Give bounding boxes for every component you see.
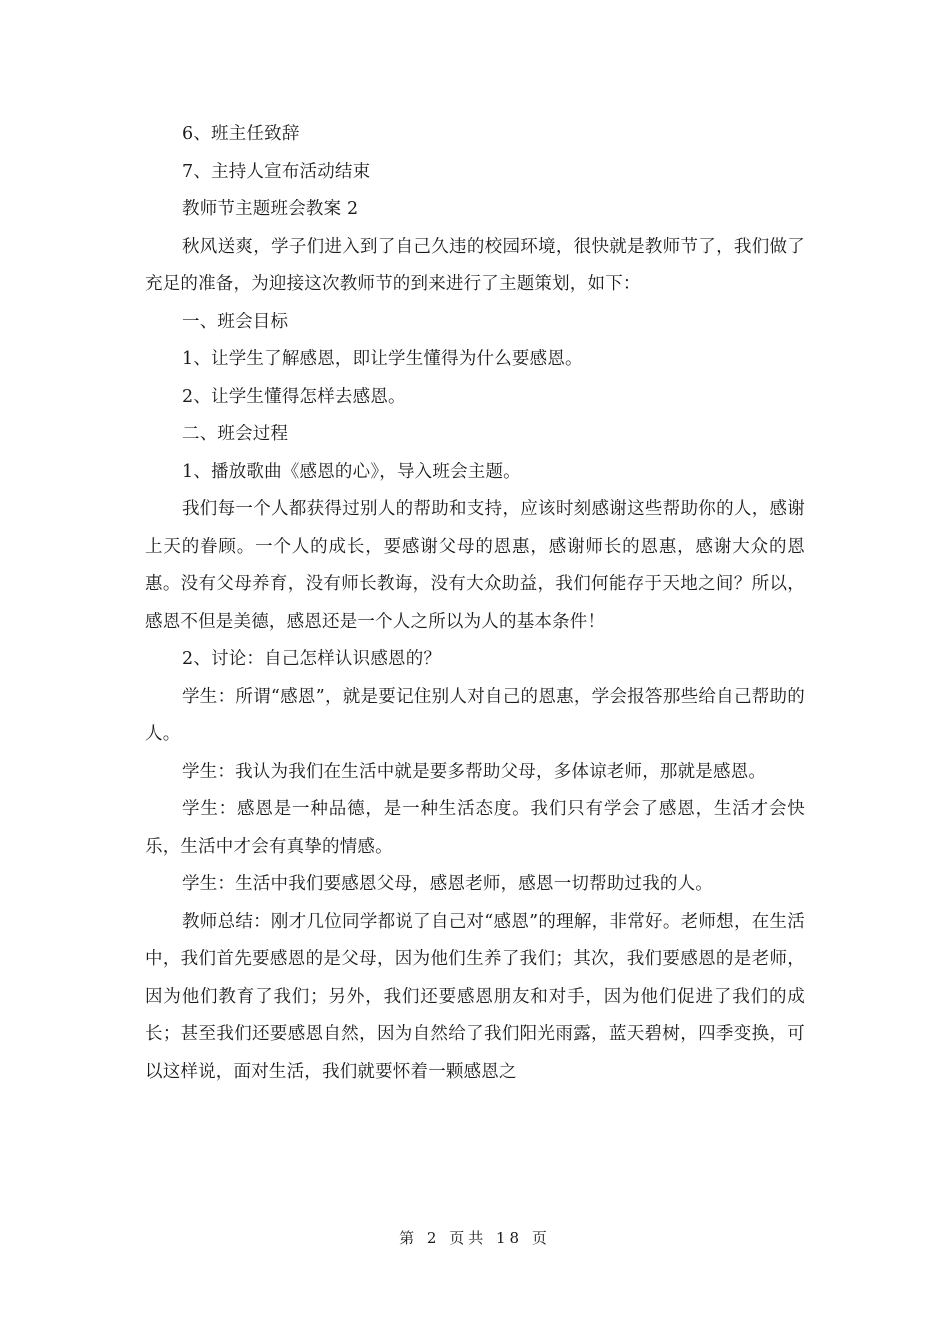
paragraph: 2、讨论：自己怎样认识感恩的？	[182, 649, 442, 669]
footer-label-of: 页共	[449, 1229, 488, 1247]
page-footer	[0, 1226, 950, 1250]
paragraph: 1、播放歌曲《感恩的心》，导入班会主题。	[182, 461, 521, 482]
document-body	[145, 116, 805, 1091]
footer-label-page: 第	[399, 1229, 419, 1247]
paragraph: 学生：生活中我们要感恩父母，感恩老师，感恩一切帮助过我的人。	[182, 874, 713, 894]
footer-total-pages: 18	[496, 1229, 524, 1247]
paragraph: 7、主持人宣布活动结束	[182, 161, 371, 182]
paragraph: 6、班主任致辞	[182, 124, 300, 144]
section-heading: 一、班会目标	[182, 311, 289, 332]
paragraph: 我们每一个人都获得过别人的帮助和支持，应该时刻感谢这些帮助你的人，感谢上天的眷顾。一个人的成长，要感谢父母的恩惠，感谢师长的恩惠，感谢大众的恩惠。没有父母养育，没有师长教诲，没有大众助益，我们何能存于天地之间？所以，感恩不但是美德，感恩还是一个人之所以为人的基本条件！	[145, 499, 805, 632]
paragraph: 教师总结：刚才几位同学都说了自己对“感恩”的理解，非常好。老师想，在生活中，我们首先要感恩的是父母，因为他们生养了我们；其次，我们要感恩的是老师，因为他们教育了我们；另外，我们还要感恩朋友和对手，因为他们促进了我们的成长；甚至我们还要感恩自然，因为自然给了我们阳光雨露，蓝天碧树，四季变换，可以这样说，面对生活，我们就要怀着一颗感恩之	[145, 911, 805, 1082]
paragraph: 1、让学生了解感恩，即让学生懂得为什么要感恩。	[182, 349, 583, 369]
footer-label-end: 页	[531, 1229, 551, 1247]
footer-current-page: 2	[426, 1229, 441, 1247]
paragraph: 秋风送爽，学子们进入到了自己久违的校园环境，很快就是教师节了，我们做了充足的准备，为迎接这次教师节的到来进行了主题策划，如下：	[145, 236, 805, 294]
paragraph: 学生：我认为我们在生活中就是要多帮助父母，多体谅老师，那就是感恩。	[182, 761, 767, 782]
section-heading: 教师节主题班会教案 2	[182, 199, 359, 219]
paragraph: 学生：所谓“感恩”，就是要记住别人对自己的恩惠，学会报答那些给自己帮助的人。	[145, 686, 805, 744]
paragraph: 学生：感恩是一种品德，是一种生活态度。我们只有学会了感恩，生活才会快乐，生活中才会有真挚的情感。	[145, 799, 805, 857]
section-heading: 二、班会过程	[182, 424, 289, 444]
paragraph: 2、让学生懂得怎样去感恩。	[182, 386, 406, 407]
